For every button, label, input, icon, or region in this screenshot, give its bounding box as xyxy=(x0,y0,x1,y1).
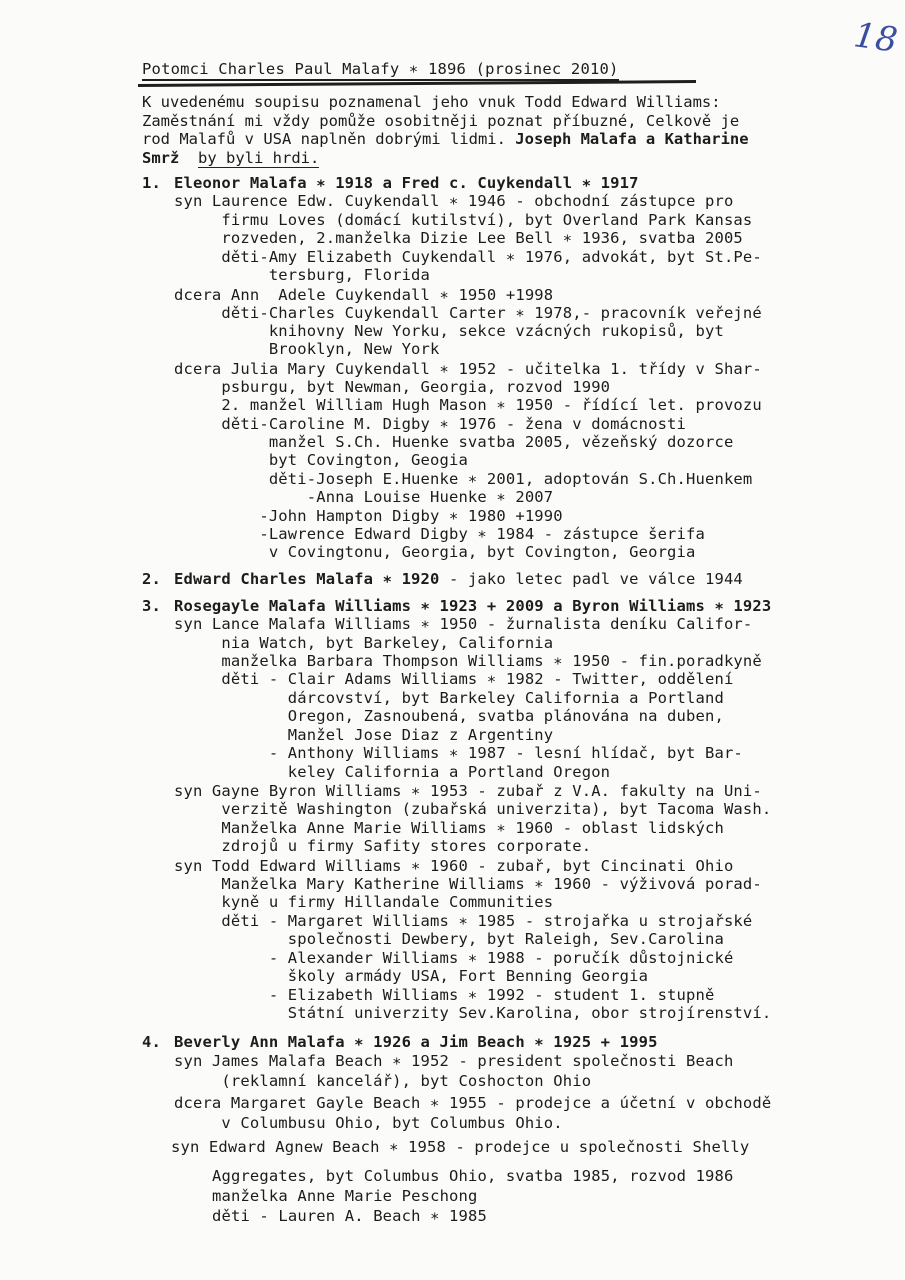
intro-line-4b: by byli hrdi. xyxy=(198,148,320,167)
list-item: v Columbusu Ohio, byt Columbus Ohio. xyxy=(174,1114,563,1132)
list-item: nia Watch, byt Barkeley, California xyxy=(174,634,554,652)
list-item: dcera Ann Adele Cuykendall ∗ 1950 +1998 xyxy=(174,286,554,304)
list-item: Manželka Anne Marie Williams ∗ 1960 - oblast lidských xyxy=(174,819,724,837)
section-heading-1: 1. Eleonor Malafa ∗ 1918 a Fred c. Cuykendall ∗ 1917 xyxy=(142,174,639,192)
list-item: verzitě Washington (zubařská univerzita), byt Tacoma Wash. xyxy=(174,800,772,818)
list-item: Aggregates, byt Columbus Ohio, svatba 1985, rozvod 1986 xyxy=(212,1167,734,1185)
list-item: manželka Barbara Thompson Williams ∗ 1950 - fin.poradkyně xyxy=(174,652,762,670)
list-item: děti - Clair Adams Williams ∗ 1982 - Twitter, oddělení xyxy=(174,670,734,688)
list-item: -Lawrence Edward Digby ∗ 1984 - zástupce šerifa xyxy=(174,525,705,543)
list-item: knihovny New Yorku, sekce vzácných rukopisů, byt xyxy=(174,322,724,340)
list-item: Brooklyn, New York xyxy=(174,340,440,358)
list-item: tersburg, Florida xyxy=(174,266,431,284)
list-item: - Anthony Williams ∗ 1987 - lesní hlídač, byt Bar- xyxy=(174,744,743,762)
section-heading-2: 2. Edward Charles Malafa ∗ 1920 - jako letec padl ve válce 1944 xyxy=(142,570,743,588)
list-item: Manželka Mary Katherine Williams ∗ 1960 - výživová porad- xyxy=(174,875,762,893)
list-item: školy armády USA, Fort Benning Georgia xyxy=(174,967,649,985)
section-heading-3: 3. Rosegayle Malafa Williams ∗ 1923 + 2009 a Byron Williams ∗ 1923 xyxy=(142,597,772,615)
list-item: dcera Margaret Gayle Beach ∗ 1955 - prodejce a účetní v obchodě xyxy=(174,1094,772,1112)
document-title: Potomci Charles Paul Malafy ∗ 1896 (prosinec 2010) xyxy=(142,60,619,81)
list-item: (reklamní kancelář), byt Coshocton Ohio xyxy=(174,1072,592,1090)
list-item: společnosti Dewbery, byt Raleigh, Sev.Carolina xyxy=(174,930,724,948)
list-item: syn Edward Agnew Beach ∗ 1958 - prodejce u společnosti Shelly xyxy=(171,1138,750,1156)
list-item: - Alexander Williams ∗ 1988 - poručík důstojnické xyxy=(174,949,734,967)
list-item: syn Todd Edward Williams ∗ 1960 - zubař, byt Cincinati Ohio xyxy=(174,857,734,875)
list-item: -Anna Louise Huenke ∗ 2007 xyxy=(174,488,554,506)
list-item: - Elizabeth Williams ∗ 1992 - student 1. stupně xyxy=(174,986,715,1004)
intro-line-4a: Smrž xyxy=(142,148,180,167)
list-item: Státní univerzity Sev.Karolina, obor strojírenství. xyxy=(174,1004,772,1022)
intro-line-1: K uvedenému soupisu poznamenal jeho vnuk Todd Edward Williams: xyxy=(142,93,721,111)
list-item: Oregon, Zasnoubená, svatba plánována na duben, xyxy=(174,707,724,725)
list-item: děti - Lauren A. Beach ∗ 1985 xyxy=(212,1207,487,1225)
handwritten-page-number: 18 xyxy=(851,15,900,61)
list-item: zdrojů u firmy Safity stores corporate. xyxy=(174,837,592,855)
list-item: děti-Amy Elizabeth Cuykendall ∗ 1976, advokát, byt St.Pe- xyxy=(174,248,762,266)
list-item: děti-Caroline M. Digby ∗ 1976 - žena v domácnosti xyxy=(174,415,687,433)
list-item: keley California a Portland Oregon xyxy=(174,763,611,781)
list-item: rozveden, 2.manželka Dizie Lee Bell ∗ 1936, svatba 2005 xyxy=(174,229,743,247)
list-item: Manžel Jose Diaz z Argentiny xyxy=(174,726,554,744)
intro-line-3a: rod Malafů v USA naplněn dobrými lidmi. xyxy=(142,130,516,148)
list-item: v Covingtonu, Georgia, byt Covington, Georgia xyxy=(174,543,696,561)
list-item: děti-Charles Cuykendall Carter ∗ 1978,- pracovník veřejné xyxy=(174,304,762,322)
intro-line-2: Zaměstnání mi vždy pomůže osobitněji poznat příbuzné, Celkově je xyxy=(142,111,740,130)
list-item: -John Hampton Digby ∗ 1980 +1990 xyxy=(174,507,563,525)
list-item: manželka Anne Marie Peschong xyxy=(212,1187,478,1205)
list-item: psburgu, byt Newman, Georgia, rozvod 1990 xyxy=(174,378,611,396)
list-item: manžel S.Ch. Huenke svatba 2005, vězeňský dozorce xyxy=(174,433,734,451)
list-item: syn Laurence Edw. Cuykendall ∗ 1946 - obchodní zástupce pro xyxy=(174,192,734,210)
title-underline xyxy=(138,80,696,87)
list-item: 2. manžel William Hugh Mason ∗ 1950 - řídící let. provozu xyxy=(174,396,762,414)
intro-line-3b: Joseph Malafa a Katharine xyxy=(515,130,749,148)
list-item: děti-Joseph E.Huenke ∗ 2001, adoptován S.Ch.Huenkem xyxy=(174,470,753,488)
list-item: syn Gayne Byron Williams ∗ 1953 - zubař z V.A. fakulty na Uni- xyxy=(174,782,762,800)
list-item: kyně u firmy Hillandale Communities xyxy=(174,893,554,911)
intro-paragraph xyxy=(142,93,862,167)
list-item: děti - Margaret Williams ∗ 1985 - strojařka u strojařské xyxy=(174,912,753,930)
title-block xyxy=(142,60,619,81)
list-item: syn Lance Malafa Williams ∗ 1950 - žurnalista deníku Califor- xyxy=(174,615,753,633)
list-item: firmu Loves (domácí kutilství), byt Overland Park Kansas xyxy=(174,211,753,229)
list-item: syn James Malafa Beach ∗ 1952 - president společnosti Beach xyxy=(174,1052,734,1070)
list-item: dárcovství, byt Barkeley California a Portland xyxy=(174,689,724,707)
list-item: dcera Julia Mary Cuykendall ∗ 1952 - učitelka 1. třídy v Shar- xyxy=(174,360,762,378)
list-item: byt Covington, Geogia xyxy=(174,451,468,469)
section-heading-4: 4. Beverly Ann Malafa ∗ 1926 a Jim Beach ∗ 1925 + 1995 xyxy=(142,1033,658,1051)
